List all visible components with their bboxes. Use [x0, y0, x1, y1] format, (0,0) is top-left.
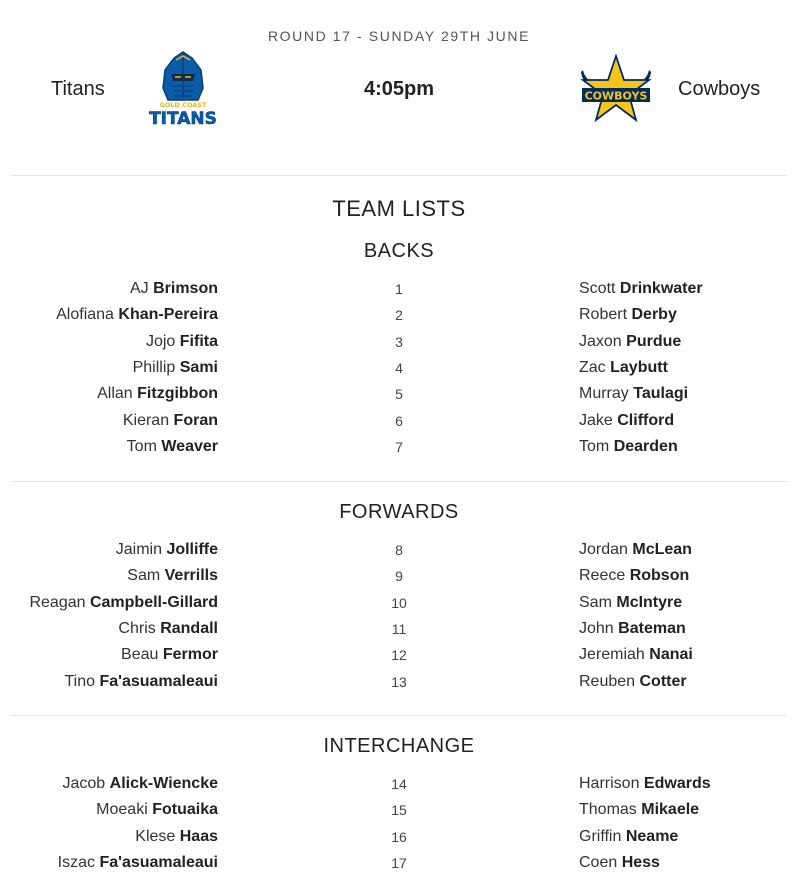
player-row [0, 567, 798, 591]
player-first-name: Reuben [579, 672, 636, 690]
player-first-name: Reagan [29, 593, 86, 611]
away-player[interactable] [579, 412, 674, 430]
player-last-name: Randall [160, 619, 218, 637]
home-player[interactable] [29, 594, 218, 612]
home-team-name[interactable]: Titans [51, 78, 105, 100]
player-row [0, 541, 798, 565]
away-player[interactable] [579, 854, 660, 872]
player-row [0, 385, 798, 409]
titans-logo-subtext: GOLD COAST [159, 101, 207, 109]
away-player[interactable] [579, 801, 699, 819]
player-row [0, 280, 798, 304]
away-player[interactable] [579, 594, 682, 612]
jersey-number: 7 [395, 438, 403, 455]
player-last-name: Fa'asuamaleaui [99, 853, 218, 871]
away-player[interactable] [579, 306, 677, 324]
jersey-number: 15 [391, 802, 407, 819]
player-first-name: Moeaki [96, 801, 148, 819]
divider [11, 481, 787, 482]
kickoff-time: 4:05pm [363, 78, 435, 100]
player-last-name: Campbell-Gillard [89, 593, 218, 611]
jersey-number: 1 [395, 281, 403, 297]
player-row [0, 620, 798, 644]
player-first-name: John [579, 619, 614, 637]
jersey-number: 10 [391, 594, 407, 611]
player-row [0, 646, 798, 670]
player-first-name: Chris [118, 619, 156, 637]
jersey-number: 5 [395, 386, 403, 403]
player-first-name: Phillip [132, 358, 176, 376]
home-player[interactable] [146, 333, 218, 351]
player-first-name: Beau [121, 646, 159, 664]
away-player[interactable] [579, 385, 688, 403]
player-first-name: Jake [579, 411, 613, 429]
player-last-name: Hess [621, 853, 660, 871]
player-first-name: Jordan [579, 541, 628, 558]
jersey-number: 17 [391, 854, 407, 871]
away-player[interactable] [579, 280, 703, 298]
player-last-name: Clifford [617, 411, 675, 429]
player-first-name: Iszac [57, 853, 96, 871]
home-player[interactable] [116, 541, 218, 559]
player-first-name: Klese [135, 827, 176, 845]
player-first-name: Reece [579, 567, 626, 585]
player-row [0, 306, 798, 330]
player-first-name: Tom [126, 437, 157, 455]
player-last-name: McLean [632, 541, 692, 558]
player-first-name: Jojo [145, 332, 176, 350]
player-last-name: Verrills [164, 567, 218, 585]
home-player[interactable] [96, 801, 218, 819]
away-player[interactable] [579, 646, 693, 664]
away-player[interactable] [579, 541, 692, 559]
jersey-number: 11 [391, 620, 407, 637]
player-row [0, 412, 798, 436]
jersey-number: 2 [395, 307, 403, 324]
player-last-name: Nanai [649, 646, 693, 664]
player-last-name: Neame [625, 827, 679, 845]
home-player[interactable] [127, 438, 218, 456]
player-row [0, 333, 798, 357]
player-first-name: Sam [127, 567, 161, 585]
player-last-name: Alick-Wiencke [109, 775, 218, 792]
home-player[interactable] [133, 359, 218, 377]
player-last-name: Taulagi [633, 385, 689, 403]
player-row [0, 828, 798, 852]
player-last-name: Robson [629, 567, 690, 585]
player-last-name: Haas [179, 827, 218, 845]
player-first-name: Coen [579, 853, 618, 871]
home-player[interactable] [127, 567, 218, 585]
player-last-name: McIntyre [616, 593, 683, 611]
titans-logo-text: TITANS [149, 109, 217, 128]
home-player[interactable] [56, 306, 218, 324]
player-first-name: Tino [64, 672, 96, 690]
home-player[interactable] [97, 385, 218, 403]
away-player[interactable] [579, 359, 668, 377]
player-last-name: Fotuaika [152, 801, 218, 819]
home-player[interactable] [123, 412, 218, 430]
player-last-name: Fermor [162, 646, 218, 664]
player-row [0, 594, 798, 618]
jersey-number: 13 [391, 673, 407, 690]
forwards-heading: FORWARDS [339, 501, 459, 523]
home-player[interactable] [135, 828, 218, 846]
jersey-number: 14 [391, 776, 407, 792]
round-date-label: ROUND 17 - SUNDAY 29TH JUNE [267, 28, 531, 44]
player-last-name: Bateman [618, 619, 686, 637]
away-player[interactable] [579, 620, 686, 638]
player-last-name: Edwards [643, 775, 711, 792]
away-player[interactable] [579, 673, 687, 691]
home-player[interactable] [121, 646, 218, 664]
jersey-number: 9 [395, 568, 403, 585]
player-last-name: Fa'asuamaleaui [99, 672, 218, 690]
player-last-name: Cotter [639, 672, 687, 690]
player-first-name: Griffin [579, 827, 622, 845]
divider [11, 715, 787, 716]
cowboys-logo-text: COWBOYS [584, 89, 648, 103]
jersey-number: 12 [391, 647, 407, 664]
player-first-name: Jaxon [579, 332, 622, 350]
home-player[interactable] [118, 620, 218, 638]
player-first-name: Tom [579, 437, 610, 455]
jersey-number: 4 [395, 359, 403, 376]
player-last-name: Jolliffe [166, 541, 218, 558]
player-first-name: Jaimin [115, 541, 162, 558]
divider [11, 175, 787, 176]
cowboys-logo[interactable] [579, 54, 653, 124]
player-last-name: Fitzgibbon [137, 385, 218, 403]
player-row [0, 854, 798, 878]
home-player[interactable] [63, 775, 219, 793]
player-row [0, 801, 798, 825]
away-player[interactable] [579, 333, 681, 351]
player-first-name: Robert [579, 306, 628, 324]
player-last-name: Drinkwater [619, 280, 703, 297]
away-player[interactable] [579, 775, 711, 793]
player-first-name: Murray [579, 385, 629, 403]
home-player[interactable] [58, 854, 218, 872]
player-row [0, 673, 798, 697]
player-first-name: Harrison [579, 775, 640, 792]
team-lists-heading: TEAM LISTS [332, 196, 466, 221]
jersey-number: 8 [395, 542, 403, 558]
player-first-name: Jacob [62, 775, 106, 792]
player-row [0, 359, 798, 383]
player-last-name: Sami [179, 358, 218, 376]
player-last-name: Weaver [161, 437, 218, 455]
player-first-name: Jeremiah [579, 646, 645, 664]
player-last-name: Derby [631, 306, 677, 324]
player-last-name: Brimson [153, 280, 218, 297]
home-player[interactable] [64, 673, 218, 691]
jersey-number: 3 [395, 333, 403, 350]
away-player[interactable] [579, 567, 689, 585]
player-last-name: Dearden [613, 437, 678, 455]
player-first-name: Kieran [122, 411, 170, 429]
player-row [0, 775, 798, 799]
home-player[interactable] [130, 280, 218, 298]
player-first-name: Scott [579, 280, 616, 297]
player-first-name: Sam [579, 593, 612, 611]
backs-heading: BACKS [363, 240, 435, 262]
player-last-name: Foran [173, 411, 218, 429]
player-first-name: AJ [129, 280, 149, 297]
away-team-name[interactable]: Cowboys [678, 78, 761, 100]
jersey-number: 6 [395, 412, 403, 429]
player-last-name: Khan-Pereira [118, 306, 218, 324]
player-last-name: Purdue [626, 332, 682, 350]
player-first-name: Allan [97, 385, 133, 403]
away-player[interactable] [579, 438, 678, 456]
away-player[interactable] [579, 828, 678, 846]
player-last-name: Fifita [179, 332, 218, 350]
jersey-number: 16 [391, 828, 407, 845]
interchange-heading: INTERCHANGE [323, 735, 475, 757]
player-last-name: Laybutt [610, 358, 668, 376]
player-first-name: Alofiana [56, 306, 114, 324]
player-first-name: Thomas [579, 801, 637, 819]
player-first-name: Zac [579, 358, 606, 376]
player-row [0, 438, 798, 462]
player-last-name: Mikaele [641, 801, 700, 819]
